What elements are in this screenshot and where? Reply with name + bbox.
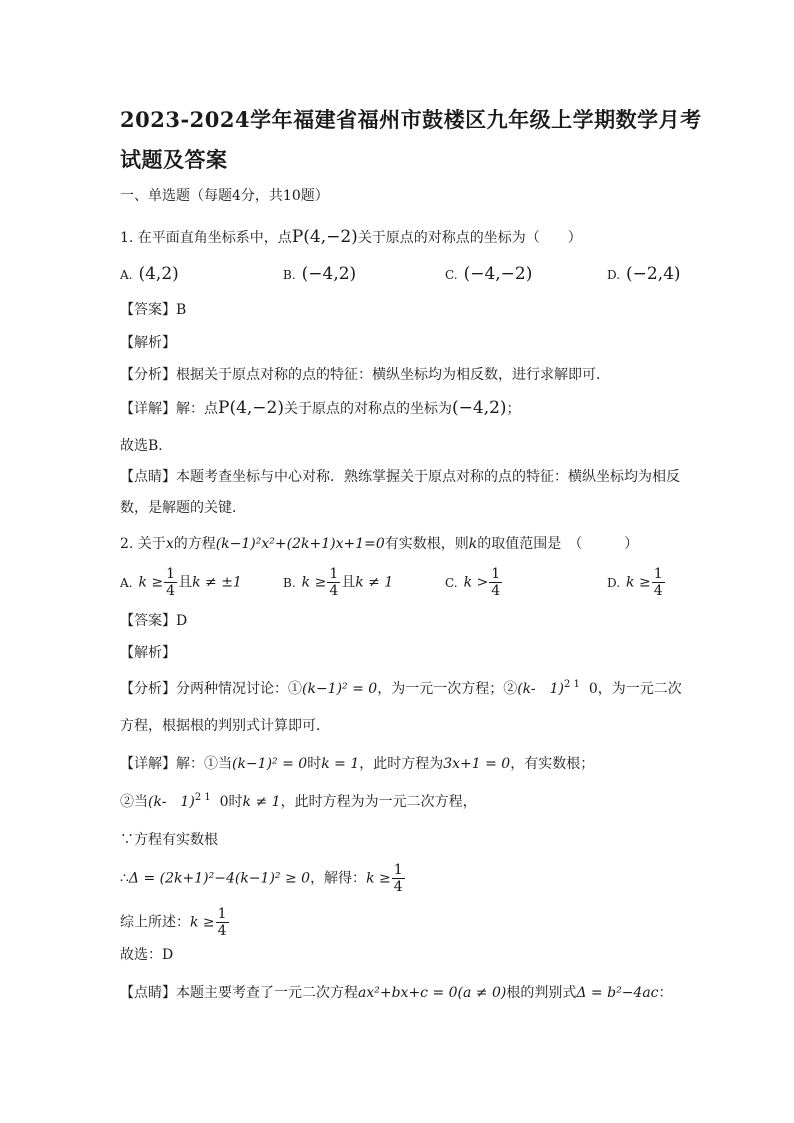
q1-stem [120, 227, 582, 248]
q1-dianjing-line1: 【点睛】本题考查坐标与中心对称．熟练掌握关于原点对称的点的特征：横纵坐标均为相反 [120, 469, 680, 485]
var-x: x [165, 536, 174, 552]
q2-dianjing: 【点睛】本题主要考查了一元二次方程ax²+bx+c = 0(a ≠ 0)根的判别式Δ = b²−4ac： [120, 985, 673, 1001]
q1-analysis-heading: 【解析】 [120, 335, 176, 351]
document-title-line1: 2023-2024学年福建省福州市鼓楼区九年级上学期数学月考 [120, 107, 702, 132]
q1-option-c: C. (−4,−2) [445, 264, 533, 284]
point-p-label: P [291, 227, 304, 247]
q2-answer: 【答案】D [120, 613, 188, 629]
fraction: $\frac{1}{4}$ [491, 566, 501, 599]
fraction: $\frac{1}{4}$ [329, 566, 339, 599]
q2-option-b: B. k ≥ $\frac{1}{4}$ 且k ≠ 1 [283, 566, 394, 599]
fraction: $\frac{1}{4}$ [393, 862, 403, 895]
q1-option-a: A. (4,2) [120, 264, 179, 284]
fraction: $\frac{1}{4}$ [217, 906, 227, 939]
q2-fenxi-line2: 方程，根据根的判别式计算即可． [120, 718, 330, 734]
document-title-line2: 试题及答案 [120, 147, 228, 172]
q2-summary: 综上所述：k ≥ $\frac{1}{4}$ [120, 906, 227, 939]
q2-stem: 2. 关于x的方程(k−1)²x²+(2k+1)x+1=0有实数根，则k的取值范围是 （ ） [120, 536, 639, 552]
q2-option-c: C. k > $\frac{1}{4}$ [445, 566, 501, 599]
point-p-coords: (4,−2) [303, 227, 358, 247]
q1-choice: 故选B． [120, 438, 173, 454]
q2-therefore: ∴Δ = (2k+1)²−4(k−1)² ≥ 0，解得：k ≥ $\frac{1}{4}$ [120, 862, 403, 895]
q1-option-b: B. (−4,2) [283, 264, 357, 284]
q2-xiangjie-line2: ②当(k- 1)$^{2 1}$ 0时k ≠ 1，此时方程为为一元二次方程， [120, 792, 477, 810]
section-heading: 一、单选题（每题4分，共10题） [120, 188, 329, 204]
q1-stem-text-b: 关于原点的对称点的坐标为（ ） [357, 230, 582, 246]
q1-xiangjie: 【详解】解：点P(4,−2)关于原点的对称点的坐标为(−4,2)； [120, 398, 521, 418]
q1-answer: 【答案】B [120, 302, 187, 318]
q2-equation: (k−1)²x²+(2k+1)x+1=0 [215, 536, 385, 552]
q2-because: ∵方程有实数根 [120, 832, 218, 848]
q2-choice: 故选：D [120, 947, 174, 963]
q2-fenxi-line1: 【分析】分两种情况讨论：①(k−1)² = 0，为一元一次方程；②(k- 1)$^{2 1}$ 0，为一元二次 [120, 679, 682, 697]
q1-fenxi: 【分析】根据关于原点对称的点的特征：横纵坐标均为相反数，进行求解即可． [120, 367, 610, 383]
q1-dianjing-line2: 数，是解题的关键． [120, 500, 246, 516]
fraction: $\frac{1}{4}$ [166, 566, 176, 599]
q1-option-d: D. (−2,4) [607, 264, 681, 284]
q2-analysis-heading: 【解析】 [120, 645, 176, 661]
q1-stem-text-a: 1. 在平面直角坐标系中，点 [120, 230, 292, 246]
q2-option-a: A. k ≥ $\frac{1}{4}$ 且k ≠ ±1 [120, 566, 242, 599]
fraction: $\frac{1}{4}$ [653, 566, 663, 599]
q2-xiangjie-line1: 【详解】解：①当(k−1)² = 0时k = 1，此时方程为3x+1 = 0，有实数根； [120, 756, 595, 772]
q2-option-d: D. k ≥ $\frac{1}{4}$ [607, 566, 663, 599]
